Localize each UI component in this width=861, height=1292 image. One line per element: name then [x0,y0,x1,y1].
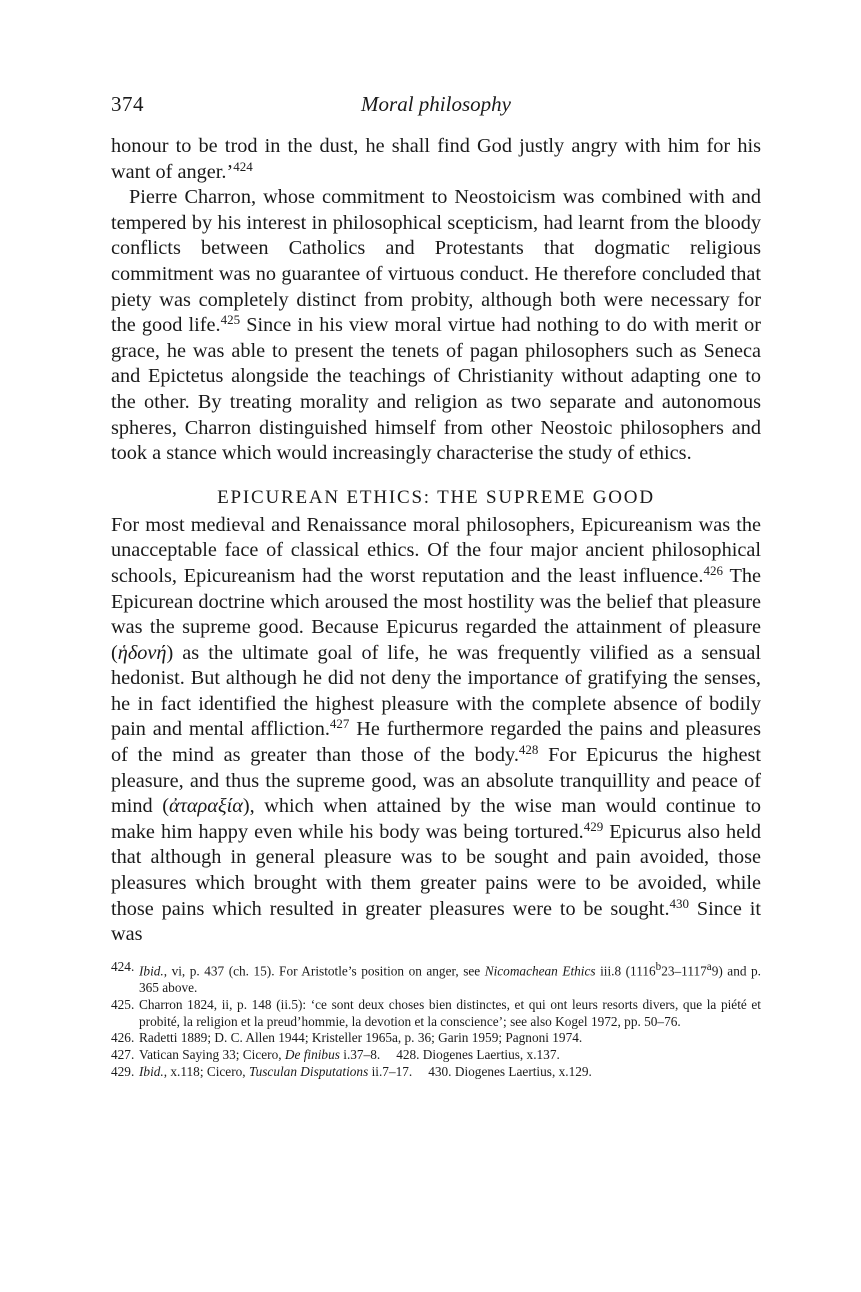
page-header [111,86,761,120]
paragraph-text: ) as the ultimate goal of life, he was frequently vilified as a sensual hedonist. But although he did not deny the importance of gratifying the senses, he in fact identified the highest pleasure with the complete absence of bodily pain and mental affliction. [111,641,761,741]
footnote-segment: Vatican Saying 33; Cicero, [139,1047,285,1063]
footnote-number: 430. [428,1064,452,1080]
work-title: Tusculan Disputations [248,1064,369,1080]
section-heading: EPICUREAN ETHICS: THE SUPREME GOOD [217,486,655,508]
paragraph-text: Pierre Charron, whose commitment to Neostoicism was combined with and tempered by his interest in philosophical scepticism, had learnt from the bloody conflicts between Catholics and Protestants that dogmatic religious commitment was no guarantee of virtuous conduct. He therefore concluded that piety was completely distinct from probity, although both were necessary for the good life. [111,186,761,337]
footnote-number: 429. [111,1064,135,1080]
main-text [111,134,761,948]
work-title: Nicomachean Ethics [484,963,596,979]
paragraph-text: honour to be trod in the dust, he shall find God justly angry with him for his want of anger.’ [111,135,761,183]
paragraph-text: Since in his view moral virtue had nothing to do with merit or grace, he was able to present the tenets of pagan philosophers such as Seneca and Epictetus alongside the teachings of Christianity without adapting one to the other. By treating morality and religion as two separate and autonomous spheres, Charron distinguished himself from other Neostoic philosophers and took a stance which would increasingly characterise the study of ethics. [111,314,761,465]
paragraph [111,134,761,185]
footnote-text [139,959,761,997]
footnote-segment: Diogenes Laertius, x.137. [422,1047,560,1063]
footnote-text: Charron 1824, ii, p. 148 (ii.5): ‘ce sont deux choses bien distinctes, et qui ont leurs resorts divers, que la piété et probité, la religion et la preud’hommie, la devotion et la conscience’; see also Kogel 1972, pp. 50–76. [139,996,761,1029]
footnote [111,1030,761,1047]
running-head: Moral philosophy [361,92,511,116]
footnote-number: 428. [396,1047,420,1063]
footnote-ref: 428 [518,742,539,758]
footnote [111,997,761,1031]
footnote-segment: i.37–8. [339,1047,381,1063]
footnote [111,959,761,997]
footnote-ref: 425 [220,312,241,328]
greek-term: ἡδονή [117,641,167,664]
footnote-ref: 426 [703,562,723,578]
footnote-segment: Diogenes Laertius, x.129. [454,1064,592,1080]
paragraph-text: He furthermore regarded the pains and pleasures of the mind as greater than those of the body. [111,718,761,767]
footnote-segment: 23–1117 [661,963,707,979]
superscript: a [706,960,712,973]
footnote-ref: 424 [233,158,253,174]
greek-term: ἀταραξία [168,795,243,818]
footnote-ref: 427 [329,716,350,732]
paragraph-text: For Epicurus the highest pleasure, and thus the supreme good, was an absolute tranquillity and peace of mind ( [111,744,761,818]
ibid: Ibid. [139,963,164,979]
footnote-segment: , vi, p. 437 (ch. 15). For Aristotle’s position on anger, see [163,963,485,979]
footnote [111,1047,761,1064]
paragraph [111,513,761,948]
footnote-text [139,1064,761,1081]
page-number: 374 [111,92,144,116]
paragraph [111,185,761,467]
ibid: Ibid. [139,1064,164,1080]
work-title: De finibus [284,1047,340,1063]
footnote-number: 426. [111,1030,135,1046]
footnote-segment: ii.7–17. [368,1064,413,1080]
paragraph-text: Epicurus also held that although in general pleasure was to be sought and pain avoided, those pleasures which brought with them greater pains were to be avoided, while those pains which resulted in greater pleasures were to be sought. [111,820,761,920]
footnote-text [139,1047,761,1064]
footnote-number: 424. [111,958,135,974]
superscript: b [655,960,662,973]
footnote-number: 425. [111,996,135,1012]
footnote-text: Radetti 1889; D. C. Allen 1944; Kristeller 1965a, p. 36; Garin 1959; Pagnoni 1974. [139,1030,583,1046]
paragraph-text: For most medieval and Renaissance moral philosophers, Epicureanism was the unacceptable face of classical ethics. Of the four major ancient philosophical schools, Epicureanism had the worst reputation and the least influence. [111,513,761,587]
paragraph-text: Since it was [111,897,761,946]
footnotes [111,959,761,1081]
paragraph-text: ), which when attained by the wise man would continue to make him happy even while his body was being tortured. [111,795,761,843]
book-page [111,86,761,1081]
footnote [111,1064,761,1081]
footnote-number: 427. [111,1047,135,1063]
paragraph-text: The Epicurean doctrine which aroused the most hostility was the belief that pleasure was the supreme good. Because Epicurus regarded the attainment of pleasure ( [111,564,761,664]
footnote-segment: 9) and p. 365 above. [139,963,761,996]
footnote-segment: , x.118; Cicero, [163,1064,249,1080]
footnote-ref: 429 [583,818,604,834]
footnote-ref: 430 [669,895,690,911]
footnote-segment: iii.8 (1116 [595,963,656,979]
